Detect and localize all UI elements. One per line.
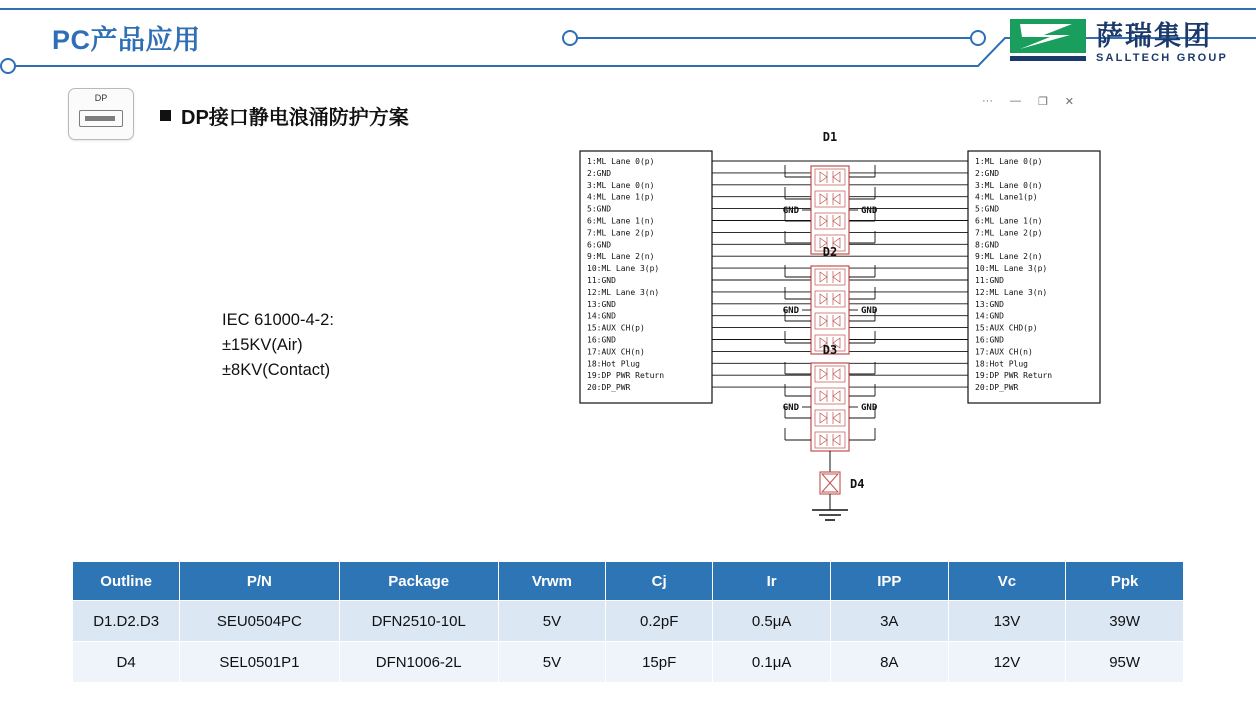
left-pin-label: 3:ML Lane 0(n) (587, 180, 655, 190)
right-pin-label: 3:ML Lane 0(n) (975, 180, 1043, 190)
right-pin-label: 10:ML Lane 3(p) (975, 264, 1048, 274)
gnd-label: GND (782, 306, 799, 316)
table-cell: 8A (830, 642, 948, 683)
gnd-label: GND (782, 403, 799, 413)
left-pin-label: 17:AUX CH(n) (587, 347, 645, 357)
parameters-table (72, 561, 1184, 683)
left-pin-label: 20:DP_PWR (587, 383, 631, 393)
more-options-icon[interactable]: ··· (982, 95, 993, 107)
section-heading (160, 101, 409, 130)
device-label: D4 (850, 477, 865, 491)
table-row (73, 642, 1184, 683)
left-pin-label: 10:ML Lane 3(p) (587, 264, 660, 274)
left-pin-label: 14:GND (587, 311, 616, 321)
right-pin-label: 2:GND (975, 168, 1000, 178)
table-cell: 5V (498, 642, 605, 683)
right-pin-label: 6:ML Lane 1(n) (975, 216, 1043, 226)
right-pin-label: 12:ML Lane 3(n) (975, 287, 1048, 297)
iec-standard: IEC 61000-4-2: (222, 311, 334, 329)
table-header-cell: Cj (606, 562, 713, 601)
left-pin-label: 18:Hot Plug (587, 359, 640, 369)
right-pin-label: 1:ML Lane 0(p) (975, 157, 1043, 166)
logo-mark-icon (1010, 19, 1086, 67)
table-header-cell: Vc (948, 562, 1066, 601)
left-pin-label: 7:ML Lane 2(p) (587, 228, 655, 238)
d4-diode-symbol (822, 483, 838, 492)
gnd-label: GND (782, 206, 799, 216)
right-pin-label: 14:GND (975, 311, 1004, 321)
table-header-cell: Ir (713, 562, 831, 601)
right-pin-label: 8:GND (975, 240, 1000, 250)
table-cell: DFN1006-2L (339, 642, 498, 683)
left-pin-label: 16:GND (587, 335, 616, 345)
logo-english-name: SALLTECH GROUP (1096, 52, 1229, 65)
logo-chinese-name: 萨瑞集团 (1096, 20, 1212, 51)
right-pin-label: 18:Hot Plug (975, 359, 1028, 369)
table-cell: DFN2510-10L (339, 601, 498, 642)
left-pin-label: 11:GND (587, 276, 616, 285)
table-cell: SEL0501P1 (180, 642, 339, 683)
dp-port-icon (68, 88, 134, 140)
table-header-cell: Package (339, 562, 498, 601)
table-cell: 39W (1066, 601, 1184, 642)
table-cell: 95W (1066, 642, 1184, 683)
table-header-cell: IPP (830, 562, 948, 601)
table-header-row (73, 562, 1184, 601)
esd-device-package (811, 166, 849, 254)
right-pin-label: 15:AUX CHD(p) (975, 323, 1038, 333)
header-top-rule (0, 8, 1256, 10)
device-label: D1 (822, 130, 838, 144)
left-pin-label: 9:ML Lane 2(n) (587, 252, 655, 262)
close-icon[interactable]: ✕ (1064, 95, 1074, 108)
esd-device-package (811, 363, 849, 451)
right-pin-label: 16:GND (975, 335, 1004, 345)
gnd-label: GND (861, 306, 878, 316)
table-row (73, 601, 1184, 642)
right-pin-label: 4:ML Lane1(p) (975, 192, 1038, 202)
device-label: D3 (822, 343, 838, 357)
right-pin-label: 5:GND (975, 204, 1000, 214)
left-pin-label: 6:GND (587, 240, 612, 250)
table-cell: D1.D2.D3 (73, 601, 180, 642)
d4-diode-symbol (822, 474, 838, 483)
left-pin-label: 1:ML Lane 0(p) (587, 157, 655, 166)
left-pin-label: 2:GND (587, 168, 612, 178)
iec-spec-block (222, 308, 334, 383)
device-label: D2 (822, 245, 838, 259)
restore-icon[interactable]: ❐ (1037, 95, 1048, 108)
left-pin-label: 5:GND (587, 204, 612, 214)
page-title: PC产品应用 (52, 25, 201, 55)
iec-contact-rating: ±8KV(Contact) (222, 361, 331, 380)
right-pin-label: 19:DP PWR Return (975, 371, 1053, 381)
table-header-cell: Vrwm (498, 562, 605, 601)
right-pin-label: 17:AUX CH(n) (975, 347, 1033, 357)
dp-icon-label: DP (94, 93, 108, 103)
table-cell: 0.1μA (713, 642, 831, 683)
table-cell: 5V (498, 601, 605, 642)
right-pin-label: 9:ML Lane 2(n) (975, 252, 1043, 262)
table-cell: D4 (73, 642, 180, 683)
table-cell: 0.2pF (606, 601, 713, 642)
right-pin-label: 20:DP_PWR (975, 383, 1019, 393)
section-title: DP接口静电浪涌防护方案 (181, 107, 409, 129)
table-header-cell: Ppk (1066, 562, 1184, 601)
table-cell: 0.5μA (713, 601, 831, 642)
dp-port-shape (79, 110, 123, 127)
left-pin-label: 4:ML Lane 1(p) (587, 192, 655, 202)
table-cell: 12V (948, 642, 1066, 683)
table-cell: 3A (830, 601, 948, 642)
dp-esd-protection-diagram (560, 86, 1120, 546)
minimize-icon[interactable]: — (1009, 95, 1021, 107)
right-pin-label: 7:ML Lane 2(p) (975, 228, 1043, 238)
left-pin-label: 13:GND (587, 299, 616, 309)
left-pin-label: 6:ML Lane 1(n) (587, 216, 655, 226)
left-pin-label: 19:DP PWR Return (587, 371, 665, 381)
right-pin-label: 13:GND (975, 299, 1004, 309)
table-header-cell: Outline (73, 562, 180, 601)
company-logo (1010, 14, 1246, 72)
left-pin-label: 15:AUX CH(p) (587, 323, 645, 333)
gnd-label: GND (861, 206, 878, 216)
right-pin-label: 11:GND (975, 276, 1004, 285)
esd-device-package (811, 266, 849, 354)
left-pin-label: 12:ML Lane 3(n) (587, 287, 660, 297)
table-header-cell: P/N (180, 562, 339, 601)
bullet-square-icon (160, 110, 171, 121)
iec-air-rating: ±15KV(Air) (222, 336, 303, 355)
table-cell: 13V (948, 601, 1066, 642)
table-cell: 15pF (606, 642, 713, 683)
gnd-label: GND (861, 403, 878, 413)
table-cell: SEU0504PC (180, 601, 339, 642)
